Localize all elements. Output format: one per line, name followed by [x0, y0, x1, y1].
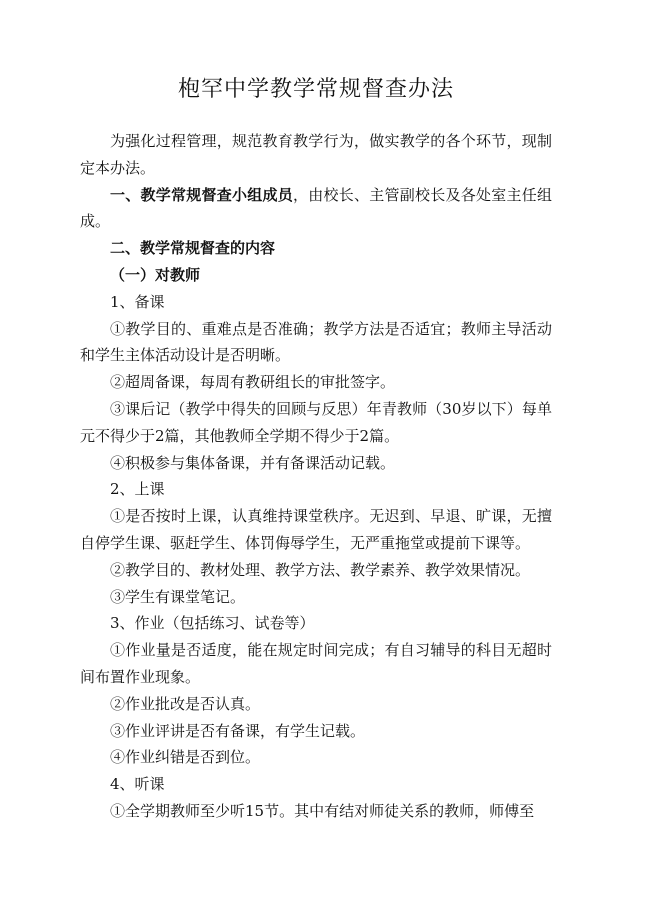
class-item: ③学生有课堂笔记。 [110, 587, 246, 606]
document-body [80, 128, 552, 825]
homework-heading: 3、作业（包括练习、试卷等） [110, 614, 315, 633]
prep-item: ③课后记（教学中得失的回顾与反思）年青教师（30岁以下）每单元不得少于2篇，其他教师全学期不得少于2篇。 [80, 399, 552, 445]
homework-item: ③作业评讲是否有备课，有学生记载。 [110, 721, 366, 740]
class-heading: 2、上课 [110, 480, 165, 499]
section-1-heading: 一、教学常规督查小组成员 [110, 185, 293, 204]
page-title: 枹罕中学教学常规督查办法 [177, 77, 454, 102]
prep-item: ①教学目的、重难点是否准确；教学方法是否适宜；教师主导活动和学生主体活动设计是否明晰。 [80, 319, 552, 365]
listen-item: ①全学期教师至少听15节。其中有结对师徒关系的教师，师傅至 [110, 801, 535, 820]
section-2-heading: 二、教学常规督查的内容 [110, 239, 276, 258]
intro-paragraph: 为强化过程管理，规范教育教学行为，做实教学的各个环节，现制定本办法。 [80, 132, 552, 177]
prep-item: ②超周备课，每周有教研组长的审批签字。 [110, 373, 396, 392]
homework-item: ②作业批改是否认真。 [110, 694, 261, 713]
homework-item: ①作业量是否适度，能在规定时间完成；有自习辅导的科目无超时间布置作业现象。 [80, 641, 552, 686]
listen-heading: 4、听课 [110, 775, 165, 794]
section-1-text: ，由校长、主管副校长及各处室主任组成。 [80, 185, 552, 231]
prep-item: ④积极参与集体备课，并有备课活动记载。 [110, 453, 396, 472]
subsection-teachers-heading: （一）对教师 [110, 265, 201, 284]
section-1-paragraph [80, 182, 552, 236]
homework-item: ④作业纠错是否到位。 [110, 748, 261, 767]
class-item: ①是否按时上课，认真维持课堂秩序。无迟到、早退、旷课，无擅自停学生课、驱赶学生、体罚侮辱学生，无严重拖堂或提前下课等。 [80, 507, 552, 552]
document-page [80, 0, 552, 920]
class-item: ②教学目的、教材处理、教学方法、教学素养、教学效果情况。 [110, 560, 531, 579]
prep-heading: 1、备课 [110, 292, 165, 311]
